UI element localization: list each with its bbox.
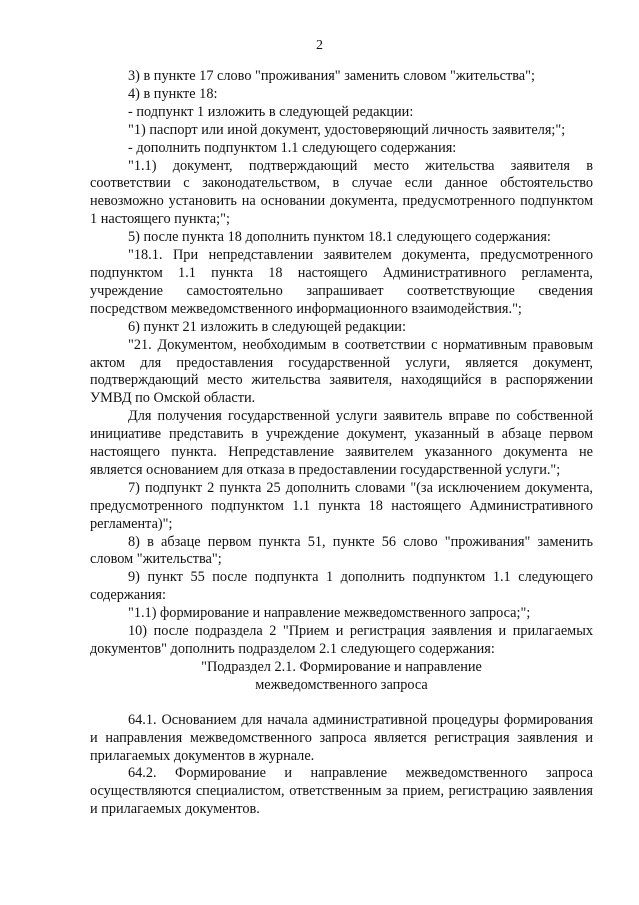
paragraph: "18.1. При непредставлении заявителем документа, предусмотренного подпунктом 1.1 пункта 18 настоящего Административного регламента, учреждение самостоятельно запрашивает соответствующие сведения посредством межведомственного информационного взаимодействия.";	[90, 247, 593, 317]
paragraph: 9) пункт 55 после подпункта 1 дополнить подпунктом 1.1 следующего содержания:	[90, 569, 593, 604]
paragraph: "1) паспорт или иной документ, удостоверяющий личность заявителя;";	[128, 121, 566, 138]
paragraph: - дополнить подпунктом 1.1 следующего содержания:	[128, 139, 457, 156]
paragraph: 3) в пункте 17 слово "проживания" заменить словом "жительства";	[128, 68, 535, 84]
paragraph: 6) пункт 21 изложить в следующей редакции:	[128, 318, 406, 335]
paragraph: Для получения государственной услуги заявитель вправе по собственной инициативе представить в учреждение документ, указанный в абзаце первом настоящего пункта. Непредставление заявителем указанного документа не является основанием для отказа в предоставлении государственной услуги.";	[90, 408, 593, 478]
paragraph: 64.1. Основанием для начала административной процедуры формирования и направления межведомственного запроса является регистрация заявления и прилагаемых документов в журнале.	[90, 711, 593, 764]
subsection-heading-line-2: межведомственного запроса	[255, 676, 428, 693]
paragraph: "1.1) формирование и направление межведомственного запроса;";	[128, 605, 531, 622]
paragraph: "1.1) документ, подтверждающий место жительства заявителя в соответствии с законодательством, в случае если данное обстоятельство невозможно установить на основании документа, предусмотренного подпунктом 1 настоящего пункта;";	[90, 157, 593, 228]
paragraph: 5) после пункта 18 дополнить пунктом 18.1 следующего содержания:	[128, 229, 551, 246]
paragraph: 10) после подраздела 2 "Прием и регистрация заявления и прилагаемых документов" дополнить подразделом 2.1 следующего содержания:	[90, 623, 593, 657]
spacer	[90, 695, 593, 712]
paragraph: 64.2. Формирование и направление межведомственного запроса осуществляются специалистом, ответственным за прием, регистрацию заявления и прилагаемых документов.	[90, 765, 593, 818]
document-body	[90, 68, 593, 819]
paragraph: 4) в пункте 18:	[128, 85, 218, 102]
page-number: 2	[316, 38, 323, 53]
paragraph: "21. Документом, необходимым в соответствии с нормативным правовым актом для предоставления государственной услуги, является документ, подтверждающий место жительства заявителя, находящийся в распоряжении УМВД по Омской области.	[90, 336, 593, 407]
paragraph: - подпункт 1 изложить в следующей редакции:	[128, 103, 414, 120]
subsection-heading-line-1: "Подраздел 2.1. Формирование и направление	[201, 658, 482, 675]
paragraph: 7) подпункт 2 пункта 25 дополнить словами "(за исключением документа, предусмотренного подпунктом 1.1 пункта 18 настоящего Административного регламента)";	[90, 479, 593, 532]
paragraph: 8) в абзаце первом пункта 51, пункте 56 слово "проживания" заменить словом "жительства";	[90, 533, 593, 568]
